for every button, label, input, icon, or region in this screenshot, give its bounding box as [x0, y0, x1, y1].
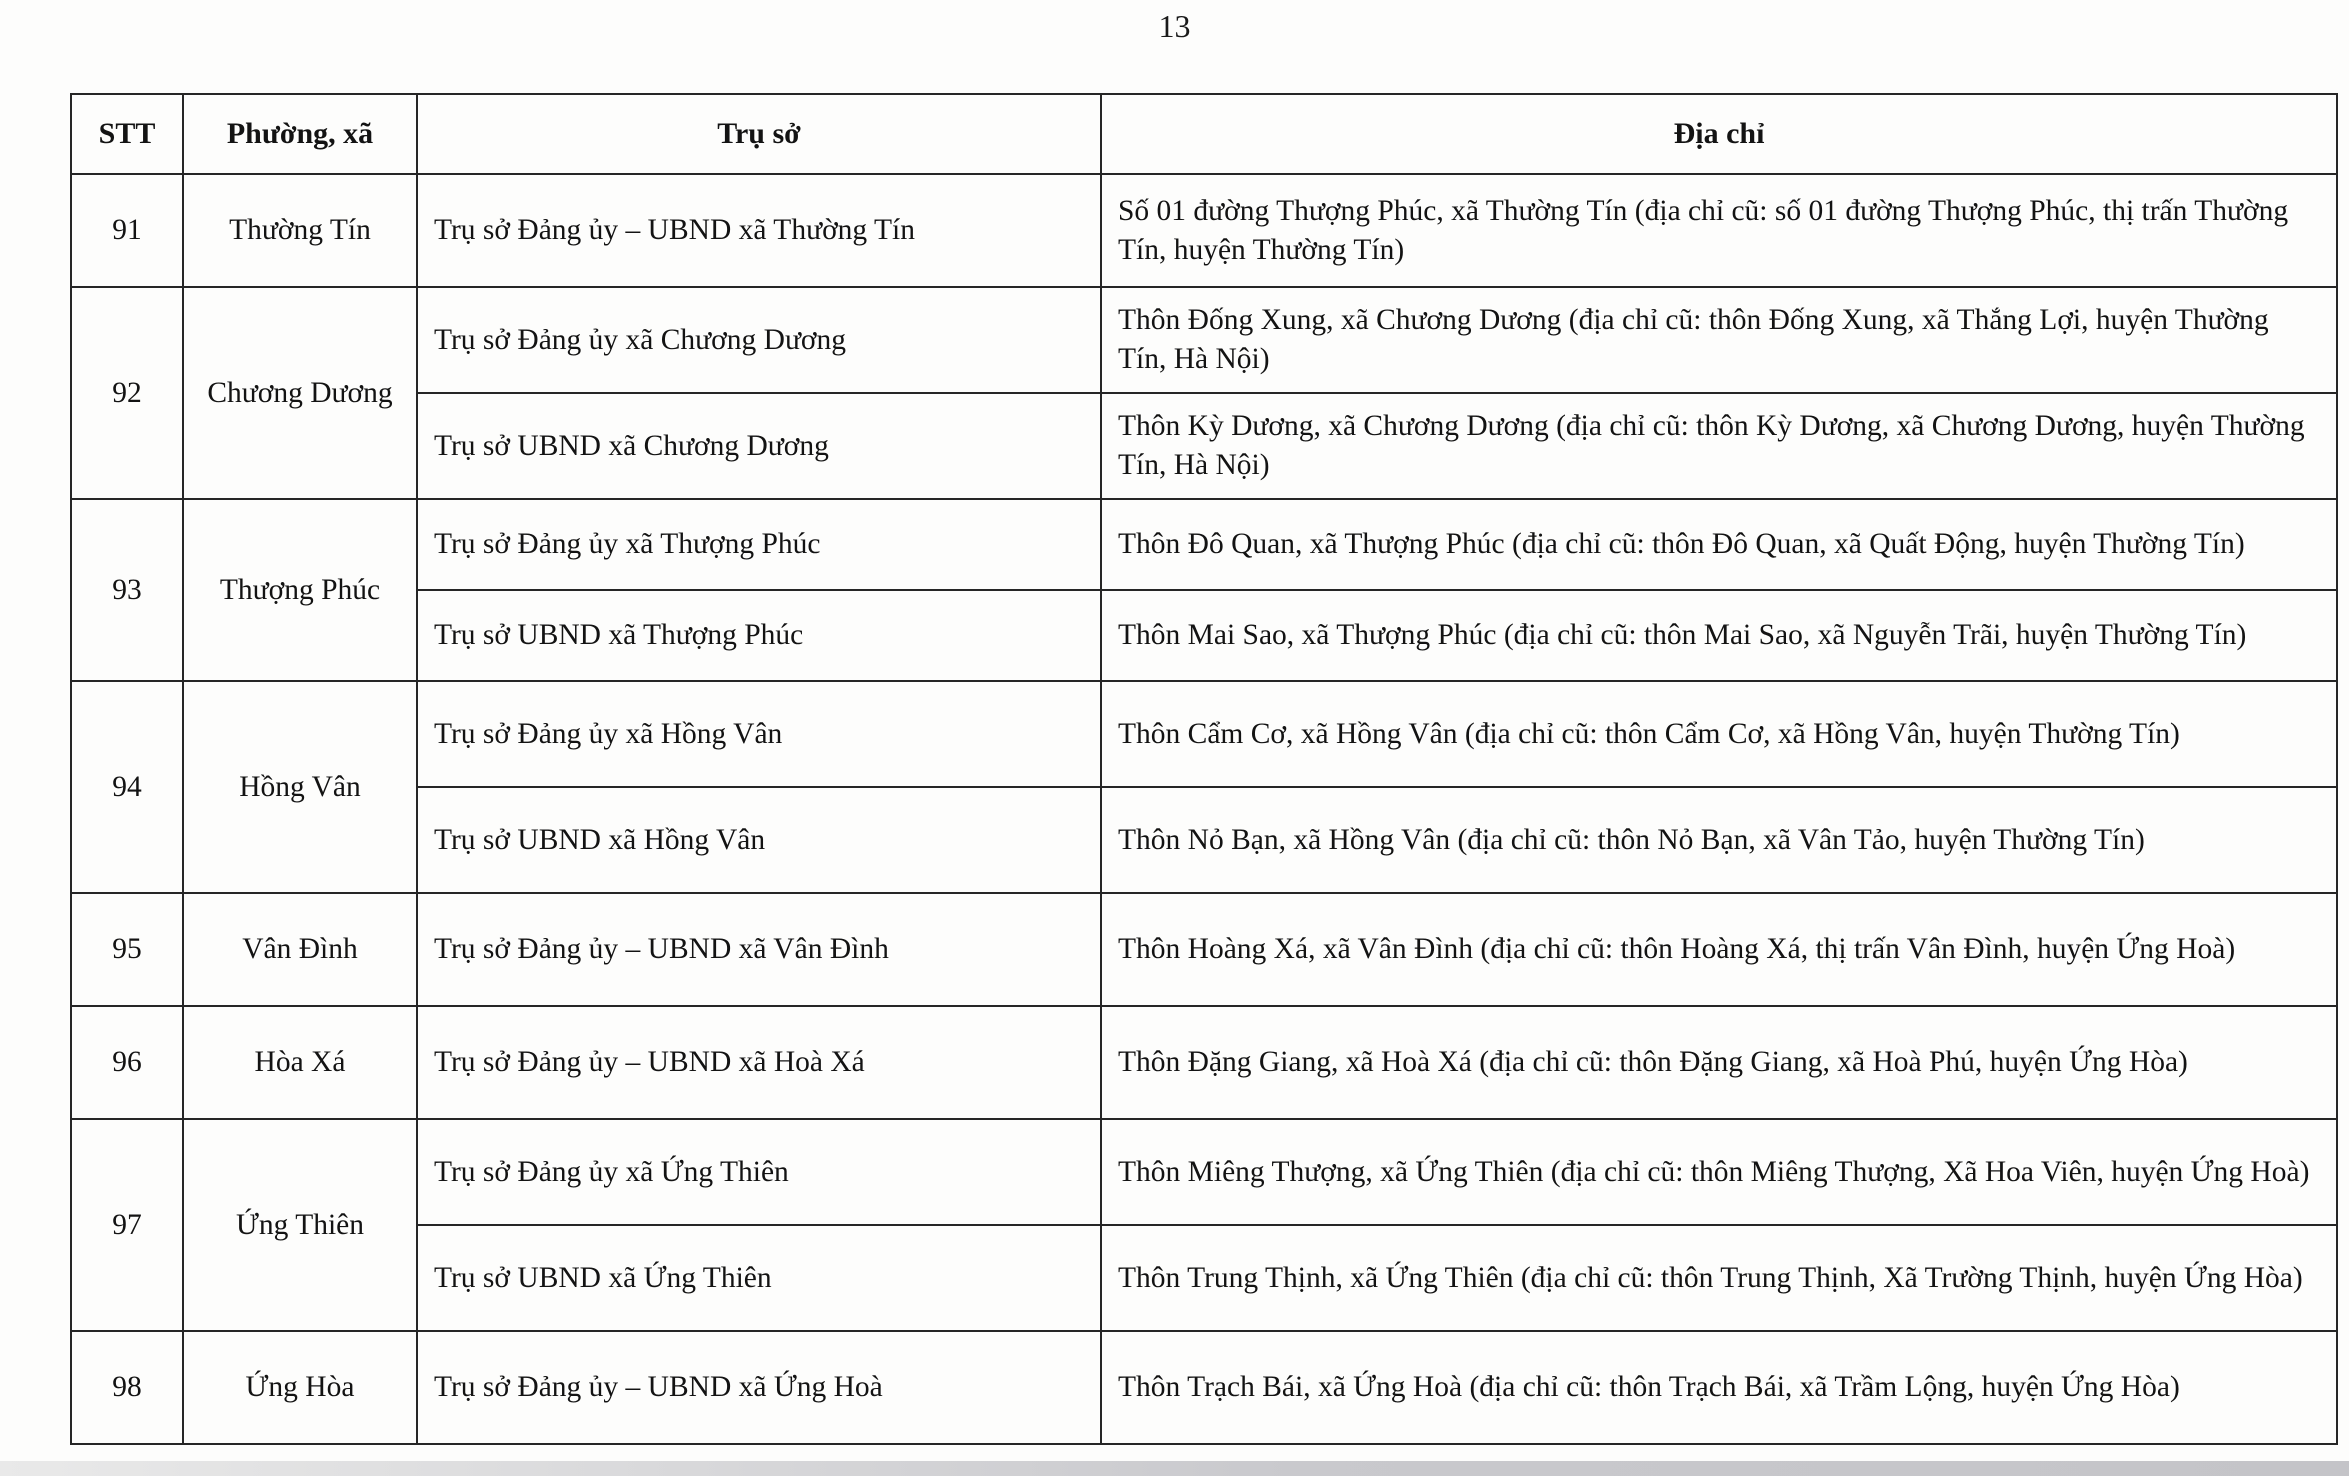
- header-office: Trụ sở: [417, 94, 1101, 174]
- office-cell: Trụ sở UBND xã Thượng Phúc: [417, 590, 1101, 681]
- header-stt: STT: [71, 94, 183, 174]
- stt-cell: 97: [71, 1119, 183, 1331]
- stt-cell: 91: [71, 174, 183, 287]
- ward-cell: Hồng Vân: [183, 681, 417, 893]
- address-cell: Thôn Trung Thịnh, xã Ứng Thiên (địa chỉ cũ: thôn Trung Thịnh, Xã Trường Thịnh, huyện Ứng Hòa): [1101, 1225, 2337, 1331]
- table-row: [71, 174, 2337, 287]
- table-row: [71, 1119, 2337, 1225]
- address-cell: Thôn Mai Sao, xã Thượng Phúc (địa chỉ cũ: thôn Mai Sao, xã Nguyễn Trãi, huyện Thường Tín): [1101, 590, 2337, 681]
- ward-cell: Thường Tín: [183, 174, 417, 287]
- office-cell: Trụ sở UBND xã Chương Dương: [417, 393, 1101, 499]
- stt-cell: 94: [71, 681, 183, 893]
- address-cell: Thôn Trạch Bái, xã Ứng Hoà (địa chỉ cũ: thôn Trạch Bái, xã Trầm Lộng, huyện Ứng Hòa): [1101, 1331, 2337, 1444]
- address-cell: Thôn Đặng Giang, xã Hoà Xá (địa chỉ cũ: thôn Đặng Giang, xã Hoà Phú, huyện Ứng Hòa): [1101, 1006, 2337, 1119]
- ward-cell: Ứng Thiên: [183, 1119, 417, 1331]
- table-header-row: [71, 94, 2337, 174]
- address-cell: Số 01 đường Thượng Phúc, xã Thường Tín (địa chỉ cũ: số 01 đường Thượng Phúc, thị trấn Thường Tín, huyện Thường Tín): [1101, 174, 2337, 287]
- office-cell: Trụ sở Đảng ủy xã Chương Dương: [417, 287, 1101, 393]
- office-cell: Trụ sở UBND xã Ứng Thiên: [417, 1225, 1101, 1331]
- stt-cell: 95: [71, 893, 183, 1006]
- page-number: 13: [1158, 8, 1191, 44]
- stt-cell: 96: [71, 1006, 183, 1119]
- address-cell: Thôn Đống Xung, xã Chương Dương (địa chỉ cũ: thôn Đống Xung, xã Thắng Lợi, huyện Thường Tín, Hà Nội): [1101, 287, 2337, 393]
- office-cell: Trụ sở Đảng ủy xã Hồng Vân: [417, 681, 1101, 787]
- table-row: [71, 1006, 2337, 1119]
- stt-cell: 98: [71, 1331, 183, 1444]
- office-cell: Trụ sở Đảng ủy xã Thượng Phúc: [417, 499, 1101, 590]
- office-cell: Trụ sở Đảng ủy – UBND xã Hoà Xá: [417, 1006, 1101, 1119]
- ward-cell: Hòa Xá: [183, 1006, 417, 1119]
- table-row: [71, 287, 2337, 393]
- offices-table: [70, 93, 2338, 1445]
- table-row: [71, 681, 2337, 787]
- address-cell: Thôn Miêng Thượng, xã Ứng Thiên (địa chỉ cũ: thôn Miêng Thượng, Xã Hoa Viên, huyện Ứng Hoà): [1101, 1119, 2337, 1225]
- address-cell: Thôn Đô Quan, xã Thượng Phúc (địa chỉ cũ: thôn Đô Quan, xã Quất Động, huyện Thường Tín): [1101, 499, 2337, 590]
- table-row: [71, 499, 2337, 590]
- table-row: [71, 1331, 2337, 1444]
- stt-cell: 92: [71, 287, 183, 499]
- office-cell: Trụ sở Đảng ủy – UBND xã Vân Đình: [417, 893, 1101, 1006]
- office-cell: Trụ sở UBND xã Hồng Vân: [417, 787, 1101, 893]
- table-row: [71, 893, 2337, 1006]
- address-cell: Thôn Nỏ Bạn, xã Hồng Vân (địa chỉ cũ: thôn Nỏ Bạn, xã Vân Tảo, huyện Thường Tín): [1101, 787, 2337, 893]
- office-cell: Trụ sở Đảng ủy xã Ứng Thiên: [417, 1119, 1101, 1225]
- address-cell: Thôn Hoàng Xá, xã Vân Đình (địa chỉ cũ: thôn Hoàng Xá, thị trấn Vân Đình, huyện Ứng Hoà): [1101, 893, 2337, 1006]
- address-cell: Thôn Cẩm Cơ, xã Hồng Vân (địa chỉ cũ: thôn Cẩm Cơ, xã Hồng Vân, huyện Thường Tín): [1101, 681, 2337, 787]
- stt-cell: 93: [71, 499, 183, 681]
- header-address: Địa chỉ: [1101, 94, 2337, 174]
- scan-edge-artifact: [0, 1461, 2349, 1476]
- ward-cell: Thượng Phúc: [183, 499, 417, 681]
- office-cell: Trụ sở Đảng ủy – UBND xã Thường Tín: [417, 174, 1101, 287]
- header-ward: Phường, xã: [183, 94, 417, 174]
- office-cell: Trụ sở Đảng ủy – UBND xã Ứng Hoà: [417, 1331, 1101, 1444]
- ward-cell: Chương Dương: [183, 287, 417, 499]
- ward-cell: Ứng Hòa: [183, 1331, 417, 1444]
- address-cell: Thôn Kỳ Dương, xã Chương Dương (địa chỉ cũ: thôn Kỳ Dương, xã Chương Dương, huyện Thường Tín, Hà Nội): [1101, 393, 2337, 499]
- ward-cell: Vân Đình: [183, 893, 417, 1006]
